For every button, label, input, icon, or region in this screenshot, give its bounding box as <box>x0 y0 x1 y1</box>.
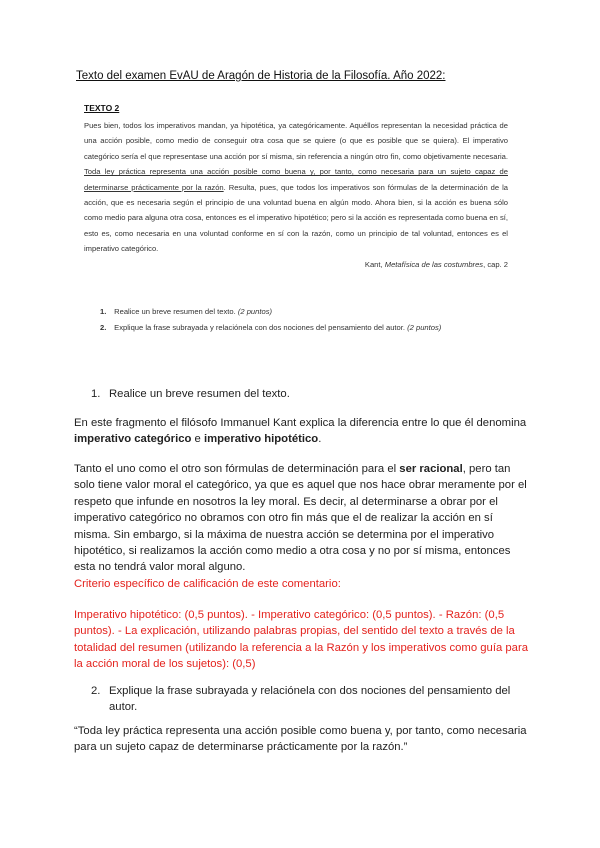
exam-text <box>84 118 508 257</box>
answer-2-quote: “Toda ley práctica representa una acción posible como buena y, por tanto, como necesaria para un sujeto capaz de determinarse prácticamente por la razón.” <box>74 725 527 754</box>
source-work: Metafísica de las costumbres <box>384 259 484 269</box>
exam-question-2: 2. Explique la frase subrayada y relaciónela con dos nociones del pensamiento del autor. (2 puntos) <box>100 323 442 332</box>
exam-text-box <box>84 103 508 269</box>
exam-source: Kant, Metafísica de las costumbres, cap. 2 <box>364 259 508 269</box>
texto-label: TEXTO 2 <box>84 103 120 113</box>
answer-1-heading: 1. Realice un breve resumen del texto. <box>91 388 290 400</box>
exam-text-after: . Resulta, pues, que todos los imperativos son fórmulas de la determinación de la acción, que es necesaria según el principio de una voluntad buena en algún modo. Ahora bien, si la acción es buena sólo como medio para alguna otra cosa, entonces es el imperativo hipotético; pero si la acción es representada como buena en sí, esto es, como necesaria en una voluntad conforme en sí con la razón, como un principio de tal voluntad, entonces es el imperativo categórico. <box>84 182 508 254</box>
exam-text-underlined: Toda ley práctica representa una acción posible como buena y, por tanto, como necesaria para un sujeto capaz de determinarse prácticamente por la razón <box>84 167 508 192</box>
exam-text-before: Pues bien, todos los imperativos mandan, ya hipotética, ya categóricamente. Aquéllos representan la necesidad práctica de una acción posible, como medio de conseguir otra cosa que se quiere (o que es posible que se quiera). El imperativo categórico sería el que representase una acción por sí misma, sin referencia a ningún otro fin, como objetivamente necesaria. <box>84 121 508 161</box>
criteria-body: Imperativo hipotético: (0,5 puntos). - Imperativo categórico: (0,5 puntos). - Razón: (0,5 puntos). - La explicación, utilizando palabras propias, del sentido del texto a través de la totalidad del resumen (utilizando la referencia a la Razón y los imperativos como guía para la acción moral de los sujetos): (0,5) <box>74 609 528 671</box>
answer-1-paragraph-2: Tanto el uno como el otro son fórmulas de determinación para el ser racional, pero tan solo tiene valor moral el categórico, ya que es aquel que nos hace obrar meramente por el respeto que infunde en nosotros la ley moral. Es decir, al determinarse a obrar por el imperativo categórico no obramos con otro fin más que el de realizar la acción en sí misma. Sin embargo, si la máxima de nuestra acción se determina por el imperativo hipotético, si realizamos la acción como medio a otra cosa y no por sí misma, entonces esta no tendrá valor moral alguno. <box>74 463 527 574</box>
exam-question-1: 1. Realice un breve resumen del texto. (2 puntos) <box>100 307 273 316</box>
page-title: Texto del examen EvAU de Aragón de Historia de la Filosofía. Año 2022: <box>76 70 446 82</box>
criteria-title: Criterio específico de calificación de este comentario: <box>74 578 341 590</box>
answer-2-heading: 2. Explique la frase subrayada y relaciónela con dos nociones del pensamiento del autor. <box>91 685 511 714</box>
answer-1-paragraph-1: En este fragmento el filósofo Immanuel Kant explica la diferencia entre lo que él denomina imperativo categórico e imperativo hipotético. <box>74 417 527 446</box>
